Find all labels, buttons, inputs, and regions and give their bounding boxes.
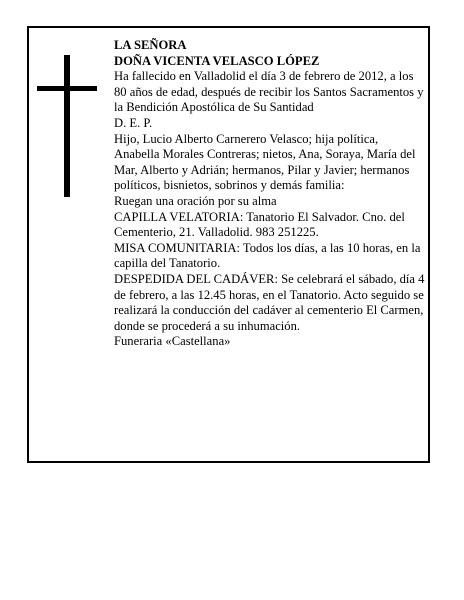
mass-paragraph: MISA COMUNITARIA: Todos los días, a las 10 horas, en la capilla del Tanatorio. xyxy=(114,240,421,271)
cross-vertical-bar xyxy=(64,55,70,197)
prayer-line: Ruegan una oración por su alma xyxy=(114,193,277,208)
cross-icon xyxy=(37,55,97,197)
farewell-paragraph: DESPEDIDA DEL CADÁVER: Se celebrará el sábado, día 4 de febrero, a las 12.45 horas, en el Tanatorio. Acto seguido se realizará la conducción del cadáver al cementerio El Carmen, donde se procederá a su inhumación. xyxy=(114,271,425,333)
dep-line: D. E. P. xyxy=(114,115,153,130)
funeral-home-line: Funeraria «Castellana» xyxy=(114,334,231,349)
death-notice-paragraph: Ha fallecido en Valladolid el día 3 de febrero de 2012, a los 80 años de edad, después de recibir los Santos Sacramentos y la Bendición Apostólica de Su Santidad xyxy=(114,69,424,115)
family-paragraph: Hijo, Lucio Alberto Carnerero Velasco; hija política, Anabella Morales Contreras; nietos, Ana, Soraya, María del Mar, Alberto y Adrián; hermanos, Pilar y Javier; hermanos políticos, bisnietos, sobrinos y demás familia: xyxy=(114,131,416,193)
honorific-heading: LA SEÑORA xyxy=(114,38,187,52)
cross-horizontal-bar xyxy=(37,86,97,91)
chapel-paragraph: CAPILLA VELATORIA: Tanatorio El Salvador. Cno. del Cementerio, 21. Valladolid. 983 251225. xyxy=(114,209,405,240)
deceased-name: DOÑA VICENTA VELASCO LÓPEZ xyxy=(114,53,320,68)
obituary-text xyxy=(114,38,426,350)
